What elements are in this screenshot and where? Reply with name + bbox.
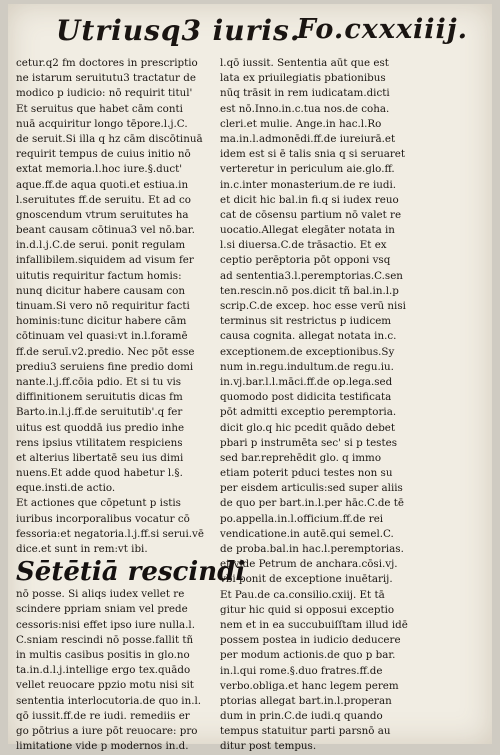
text-line: nuā acquiritur longo tēpore.l.j.C. [16, 117, 188, 130]
left-column [16, 56, 246, 754]
text-line: in multis casibus positis in glo.no [16, 648, 190, 661]
text-line: in.c.inter monasterium.de re iudi. [220, 178, 397, 191]
text-line: scindere ppriam sniam vel prede [16, 603, 188, 616]
text-line: cat de cōsensu partium nō valet re [220, 208, 402, 221]
running-title: Utriusq3 iuris. [56, 14, 301, 47]
text-line: prediu3 seruiens fine predio domi [16, 360, 194, 373]
text-line: cōtinuam vel quasi:vt in.l.foramē [16, 330, 188, 343]
text-line: et alterius libertatē seu ius dimi [16, 451, 184, 464]
text-line: cessoris:nisi effet ipso iure nulla.l. [16, 618, 195, 631]
text-line: scrip.C.de excep. hoc esse verū nisi [220, 300, 406, 312]
text-line: ma.in.l.admonēdi.ff.de iureiurā.et [220, 132, 396, 145]
text-line: verteretur in periculum aie.glo.ff. [220, 163, 395, 176]
text-line: exceptionem.de exceptionibus.Sy [220, 345, 395, 358]
text-line: pōt admitti exceptio peremptoria. [220, 406, 397, 419]
text-line: po.appella.in.l.officium.ff.de rei [220, 512, 384, 525]
text-line: num in.regu.indultum.de regu.iu. [220, 360, 394, 373]
text-line: de seruit.Si illa q hz cām discōtinuā [16, 132, 203, 145]
text-line: fessoria:et negatoria.l.j.ff.si serui.vē [16, 527, 204, 540]
text-line: nunq dicitur habere causam con [16, 284, 186, 297]
text-line: uocatio.Allegat elegāter notata in [220, 224, 395, 237]
text-line: etiam poterit pduci testes non su [220, 467, 393, 480]
text-line: nūq trāsit in rem iudicatam.dicti [220, 87, 390, 100]
left-column-text-before-heading [16, 56, 216, 557]
text-line: tempus statuitur parti parsnō au [220, 725, 391, 738]
text-line: quomodo post didicita testificata [220, 391, 392, 404]
text-line: dicit glo.q hic pcedit quādo debet [220, 421, 396, 434]
text-line: cetur.q2 fm doctores in prescriptio [16, 57, 198, 69]
section-heading: Sētētiā rescindi [16, 557, 246, 588]
text-line: possem postea in iudicio deducere [220, 634, 401, 647]
text-line: ad sententia3.l.peremptorias.C.sen [220, 269, 403, 282]
text-line: ne istarum seruitutu3 tractatur de [16, 72, 196, 85]
text-line: ten.rescin.nō pos.dicit tñ bal.in.l.p [220, 284, 399, 297]
text-line: l.si diuersa.C.de trāsactio. Et ex [220, 239, 387, 252]
text-line: per modum actionis.de quo p bar. [220, 649, 396, 662]
text-line: nem et in ea succubuiſſtam illud idē [220, 618, 408, 631]
text-line: nante.l.j.ff.cōia pdio. Et si tu vis [16, 375, 182, 388]
text-line: ptorias allegat bart.in.l.properan [220, 694, 392, 707]
right-column [220, 56, 482, 755]
text-line: et dicit hic bal.in fi.q si iudex reuo [220, 193, 399, 206]
text-line: iuribus incorporalibus vocatur cō [16, 512, 190, 525]
text-line: requirit tempus de cuius initio nō [16, 148, 191, 161]
text-line: gnoscendum vtrum seruitutes ha [16, 208, 189, 221]
text-line: est nō.Inno.in.c.tua nos.de coha. [220, 102, 390, 115]
text-line: ta.in.d.l.j.intellige ergo tex.quādo [16, 664, 191, 677]
text-line: sententia interlocutoria.de quo in.l. [16, 694, 202, 707]
text-line: ceptio perēptoria pōt opponi vsq [220, 254, 391, 267]
text-line: vellet reuocare ppzio motu nisi sit [16, 679, 194, 692]
text-line: uitutis requiritur factum homis: [16, 269, 182, 282]
text-line: l.qō iussit. Sententia aūt que est [220, 57, 389, 69]
text-line: gitur hic quid si opposui exceptio [220, 603, 395, 616]
text-line: ff.de seruī.v2.predio. Nec pōt esse [16, 345, 195, 358]
text-line: pbari p instrumēta sec' si p testes [220, 436, 397, 449]
text-line: et vide Petrum de anchara.cōsi.vj. [220, 558, 398, 571]
text-line: de proba.bal.in hac.l.peremptorias. [220, 543, 404, 555]
text-line: de quo per bart.in.l.per hāc.C.de tē [220, 497, 405, 510]
text-line: ditur post tempus. [220, 740, 317, 753]
text-line: uitus est quoddā ius predio inhe [16, 421, 185, 434]
text-line: go pōtrius a iure pōt reuocare: pro [16, 724, 198, 737]
text-line: in.l.qui rome.§.duo fratres.ff.de [220, 664, 383, 677]
text-line: diffinitionem seruitutis dicas fm [16, 391, 183, 404]
text-line: verbo.obliga.et hanc legem perem [220, 679, 399, 692]
text-line: in.d.l.j.C.de serui. ponit regulam [16, 239, 186, 252]
text-line: in.vj.bar.l.l.māci.ff.de op.lega.sed [220, 375, 393, 388]
text-line: vbi ponit de exceptione inuētarij. [220, 573, 393, 586]
text-line: lata ex priuilegiatis pbationibus [220, 72, 386, 85]
folio-number: Fo.cxxxiiij. [296, 14, 468, 45]
text-line: dice.et sunt in rem:vt ibi. [16, 543, 148, 555]
text-line: nō posse. Si aliqs iudex vellet re [16, 588, 185, 601]
right-column-text [220, 56, 482, 755]
text-line: Et Pau.de ca.consilio.cxiij. Et tā [220, 588, 385, 601]
page-header [8, 14, 492, 50]
text-line: dum in prin.C.de iudi.q quando [220, 710, 383, 723]
text-line: C.sniam rescindi nō posse.fallit tñ [16, 633, 194, 646]
text-line: l.seruitutes ff.de seruitu. Et ad co [16, 193, 191, 206]
text-line: modico p iudicio: nō requirit titul' [16, 87, 193, 100]
text-line: idem est si ē talis snia q si seruaret [220, 148, 406, 161]
text-line: eque.insti.de actio. [16, 482, 116, 495]
text-line: vendicatione.in autē.qui semel.C. [220, 527, 394, 540]
text-line: nuens.Et adde quod habetur l.§. [16, 467, 183, 480]
text-line: terminus sit restrictus p iudicem [220, 315, 392, 328]
text-line: cleri.et mulie. Ange.in hac.l.Ro [220, 117, 382, 130]
text-line: per eisdem articulis:sed super aliis [220, 482, 403, 495]
text-line: limitatione vide p modernos in.d. [16, 740, 189, 753]
text-line: infallibilem.siquidem ad visum fer [16, 254, 194, 267]
book-page [8, 4, 492, 753]
text-line: tinuam.Si vero nō requiritur facti [16, 300, 190, 312]
text-line: extat memoria.l.hoc iure.§.duct' [16, 163, 183, 176]
text-line: beant causam cōtinua3 vel nō.bar. [16, 224, 195, 237]
text-line: causa cognita. allegat notata in.c. [220, 330, 397, 343]
text-line: Et actiones que cōpetunt p istis [16, 497, 181, 510]
left-column-text-after-heading [16, 587, 216, 754]
text-line: hominis:tunc dicitur habere cām [16, 315, 187, 328]
text-line: qō iussit.ff.de re iudi. remediis er [16, 709, 190, 722]
text-line: sed bar.reprehēdit glo. q immo [220, 451, 382, 464]
text-line: rens ipsius vtilitatem respiciens [16, 436, 183, 449]
text-line: aque.ff.de aqua quoti.et estiua.in [16, 178, 189, 191]
text-line: Et seruitus que habet cām conti [16, 102, 183, 115]
text-line: Barto.in.l.j.ff.de seruitutib'.q fer [16, 406, 183, 419]
